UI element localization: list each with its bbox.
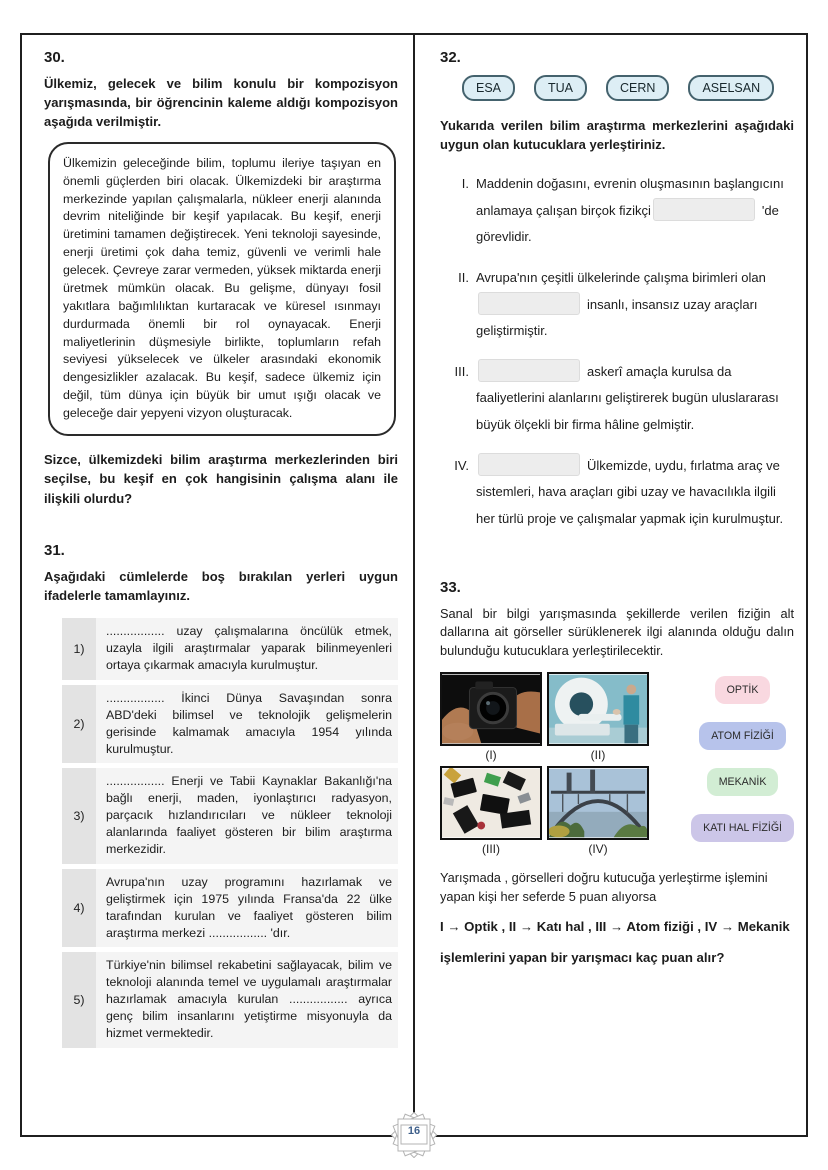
q33-figure-caption: (II) [590, 748, 606, 763]
column-left [22, 35, 414, 1135]
q32-item-4 [446, 453, 794, 533]
q32-number: 32. [440, 49, 461, 66]
q32-item-text [476, 453, 794, 533]
electronic-components-photo-icon [440, 766, 542, 840]
q32-item-roman: II. [458, 269, 469, 285]
q31-number: 31. [44, 542, 65, 560]
q32-item-text-after: insanlı, insansız uzay araçları geliştirmiştir. [476, 296, 758, 339]
q31-row-number: 1) [62, 618, 96, 679]
q33-category-mekanik: MEKANİK [707, 768, 779, 796]
q33-category-optik: OPTİK [715, 676, 771, 704]
q32-chip-aselsan: ASELSAN [688, 75, 774, 101]
q32-item-text-after: askerî amaçla kurulsa da faaliyetlerini alanlarını geliştirerek bugün uluslararası büyük ölçekli bir firma hâline gelmiştir. [476, 363, 779, 433]
q32-chip-tua: TUA [534, 75, 587, 101]
q31-row-text: ................. Enerji ve Tabii Kaynaklar Bakanlığı'na bağlı enerji, maden, iyonlaştırıcı radyasyon, parçacık hızlandırıcıları ve nükleer teknoloji alanlarında faaliyet gösteren bir bilim araştırma merkezidir. [96, 768, 398, 864]
q33-media [440, 672, 794, 856]
q30-composition-text: Ülkemizin geleceğinde bilim, toplumu ileriye taşıyan en önemli güçlerden biri olacak. Ülkemizdeki bir araştırma merkezinde yapılan çalışmalarla, nükleer enerji alanında devrim niteliğinde bir keşif yapılacak. Bu keşif, enerji üretimini tamamen değiştirecek. Yeni teknoloji sayesinde, enerji üretimi çok daha temiz, güvenli ve verimli hale gelecek. Çevreye zarar vermeden, yüksek miktarda enerji üretmek mümkün olacak. Bu gelişme, dünyayı fosil yakıtlara bağımlılıktan kurtaracak ve küresel ısınmayı durdurmada önemli bir rol oynayacak. Enerji maliyetlerinin düşmesiyle birlikte, toplumların refah seviyesi yükselecek ve ülkeler arasındaki ekonomik dengesizlikler azalacak. Bu keşif, sadece ülkemiz için değil, tüm dünya için büyük bir umut ışığı olacak ve geleceğe dair yepyeni vizyon oluşturacak. [63, 155, 381, 420]
q32-chip-esa: ESA [462, 75, 515, 101]
q32-item-roman: I. [461, 175, 469, 191]
q31-row [62, 618, 398, 679]
arch-bridge-photo-icon [547, 766, 649, 840]
q33-category-column [691, 672, 794, 856]
q30-question: Sizce, ülkemizdeki bilim araştırma merkezlerinden biri seçilse, bu keşif en çok hangisinin çalışma alanı ile ilişkili olurdu? [44, 451, 398, 506]
question-32 [440, 49, 794, 533]
q30-composition-box [48, 142, 396, 436]
q32-blank-box [478, 453, 580, 476]
q32-item-text-after: 'de görevlidir. [476, 202, 779, 245]
q33-image-grid [440, 672, 654, 856]
q31-row [62, 685, 398, 763]
q33-note-scoring: Yarışmada , görselleri doğru kutucuğa yerleştirme işlemini yapan kişi her seferde 5 puan alıyorsa [440, 870, 768, 905]
q32-item-roman: IV. [454, 457, 469, 473]
q32-blank-box [478, 359, 580, 382]
q33-figure-caption: (IV) [588, 842, 608, 857]
q33-category-kati-hal-fizigi: KATI HAL FİZİĞİ [691, 814, 794, 842]
q31-table [62, 618, 398, 1047]
camera-photo-icon [440, 672, 542, 746]
q33-figure-caption: (I) [485, 748, 497, 763]
q32-chip-row [462, 75, 794, 101]
q33-figure-3 [440, 766, 542, 856]
q32-item-text-before: Maddenin doğasını, evrenin oluşmasının başlangıcını anlamaya çalışan birçok fizikçi [476, 175, 784, 218]
q33-number: 33. [440, 578, 461, 596]
q31-row [62, 768, 398, 864]
q32-item-text [476, 359, 794, 439]
q32-blank-box [478, 292, 580, 315]
q31-row-text: ................. uzay çalışmalarına öncülük etmek, uzayla ilgili araştırmalar yaparak bilinmeyenleri ortaya çıkarmak amacıyla kurulmuştur. [96, 618, 398, 679]
q30-intro: Ülkemiz, gelecek ve bilim konulu bir kompozisyon yarışmasında, bir öğrencinin kaleme aldığı kompozisyon aşağıda verilmiştir. [44, 76, 398, 129]
q32-intro: Yukarıda verilen bilim araştırma merkezlerini aşağıdaki uygun olan kutucuklara yerleştiriniz. [440, 118, 794, 152]
worksheet-page-frame [20, 33, 808, 1137]
q31-row-number: 2) [62, 685, 96, 763]
q32-blank-box [653, 198, 755, 221]
mri-scanner-photo-icon [547, 672, 649, 746]
q31-row-number: 5) [62, 952, 96, 1048]
q33-category-atom-fizigi: ATOM FİZİĞİ [699, 722, 786, 750]
q32-item-1 [446, 171, 794, 251]
q31-row-text: ................. İkinci Dünya Savaşından sonra ABD'deki bilimsel ve teknolojik gelişmelerin gerisinde kalmamak amacıyla 1954 yılında kurulmuştur. [96, 685, 398, 763]
q33-note-question: işlemlerini yapan bir yarışmacı kaç puan alır? [440, 949, 725, 965]
question-31 [44, 542, 398, 1047]
q30-number: 30. [44, 49, 65, 66]
question-30 [44, 49, 398, 508]
q31-row-text: Türkiye'nin bilimsel rekabetini sağlayacak, bilim ve teknoloji alanında temel ve uygulamalı araştırmalar hazırlamak amacıyla kurulan ................. ayrıca genç bilim insanlarını yetiştirme misyonuyla da hizmet vermektedir. [96, 952, 398, 1048]
page-number-ornament [384, 1112, 444, 1158]
q31-row [62, 952, 398, 1048]
column-right [414, 35, 806, 1135]
q33-figure-4 [542, 766, 654, 856]
q32-item-text [476, 171, 794, 251]
page-number: 16 [407, 1125, 421, 1137]
q31-row-text: Avrupa'nın uzay programını hazırlamak ve geliştirmek için 1975 yılında Fransa'da 22 ülke tarafından kurulan ve faaliyet gösteren bilim araştırma merkezi ................. 'dır. [96, 869, 398, 947]
q32-chip-cern: CERN [606, 75, 669, 101]
q32-item-3 [446, 359, 794, 439]
q31-row-number: 4) [62, 869, 96, 947]
q32-item-text-before: Avrupa'nın çeşitli ülkelerinde çalışma birimleri olan [476, 269, 766, 285]
q33-figure-1 [440, 672, 542, 762]
question-33 [440, 579, 794, 965]
q33-figure-caption: (III) [482, 842, 500, 857]
q32-item-text [476, 265, 794, 345]
q32-item-2 [446, 265, 794, 345]
q33-note-mapping: I → Optik , II → Katı hal , III → Atom fiziği , IV → Mekanik [440, 918, 790, 934]
q32-item-roman: III. [454, 363, 469, 379]
q31-intro: Aşağıdaki cümlelerde boş bırakılan yerleri uygun ifadelerle tamamlayınız. [44, 569, 398, 604]
q31-row-number: 3) [62, 768, 96, 864]
q33-figure-2 [542, 672, 654, 762]
q32-items [446, 171, 794, 533]
q31-row [62, 869, 398, 947]
q33-intro: Sanal bir bilgi yarışmasında şekillerde verilen fiziğin alt dallarına ait görseller sürüklenerek ilgi alanında olduğu dalın bulunduğu kutucuklara yerleştirilecektir. [440, 605, 794, 658]
q32-item-text-after: Ülkemizde, uydu, fırlatma araç ve sistemleri, hava araçları gibi uzay ve havacılıkla ilgili her türlü proje ve çalışmalar yapmak için kurulmuştur. [476, 457, 784, 526]
